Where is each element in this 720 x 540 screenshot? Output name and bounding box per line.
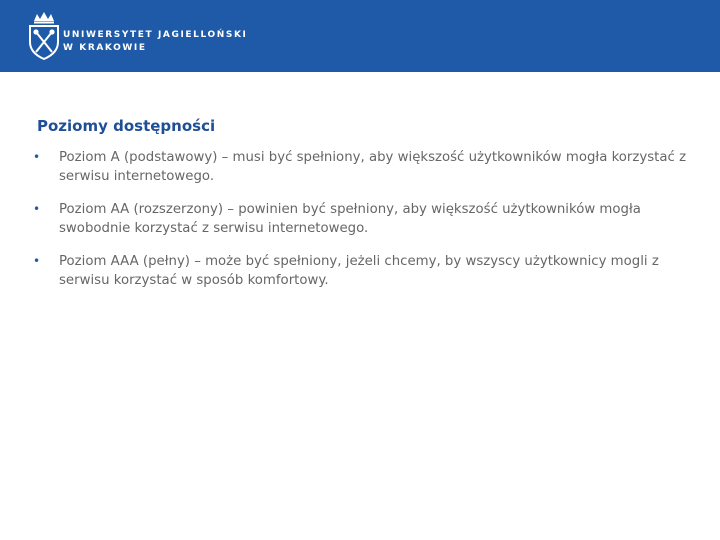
logo-line-2: W KRAKOWIE bbox=[63, 42, 147, 53]
university-crest-icon bbox=[26, 12, 62, 60]
bullet-text: Poziom AAA (pełny) – może być spełniony, jeżeli chcemy, by wszyscy użytkownicy mogli z serwisu korzystać w sposób komfortowy. bbox=[59, 254, 659, 288]
bullet-item-level-aa bbox=[33, 200, 703, 238]
bullet-item-level-a bbox=[33, 148, 703, 186]
bullet-text: Poziom AA (rozszerzony) – powinien być spełniony, aby większość użytkowników mogła swobodnie korzystać z serwisu internetowego. bbox=[59, 202, 641, 236]
logo-line-1: UNIWERSYTET JAGIELLOŃSKI bbox=[63, 30, 248, 40]
bullet-item-level-aaa bbox=[33, 252, 703, 290]
header-bar bbox=[0, 0, 720, 72]
bullet-list bbox=[33, 148, 703, 304]
bullet-dot-icon: • bbox=[33, 150, 41, 164]
bullet-text: Poziom A (podstawowy) – musi być spełniony, aby większość użytkowników mogła korzystać z serwisu internetowego. bbox=[59, 150, 687, 184]
slide-title: Poziomy dostępności bbox=[37, 117, 216, 135]
university-logo-text bbox=[63, 29, 248, 54]
bullet-dot-icon: • bbox=[33, 202, 41, 216]
bullet-dot-icon: • bbox=[33, 254, 41, 268]
